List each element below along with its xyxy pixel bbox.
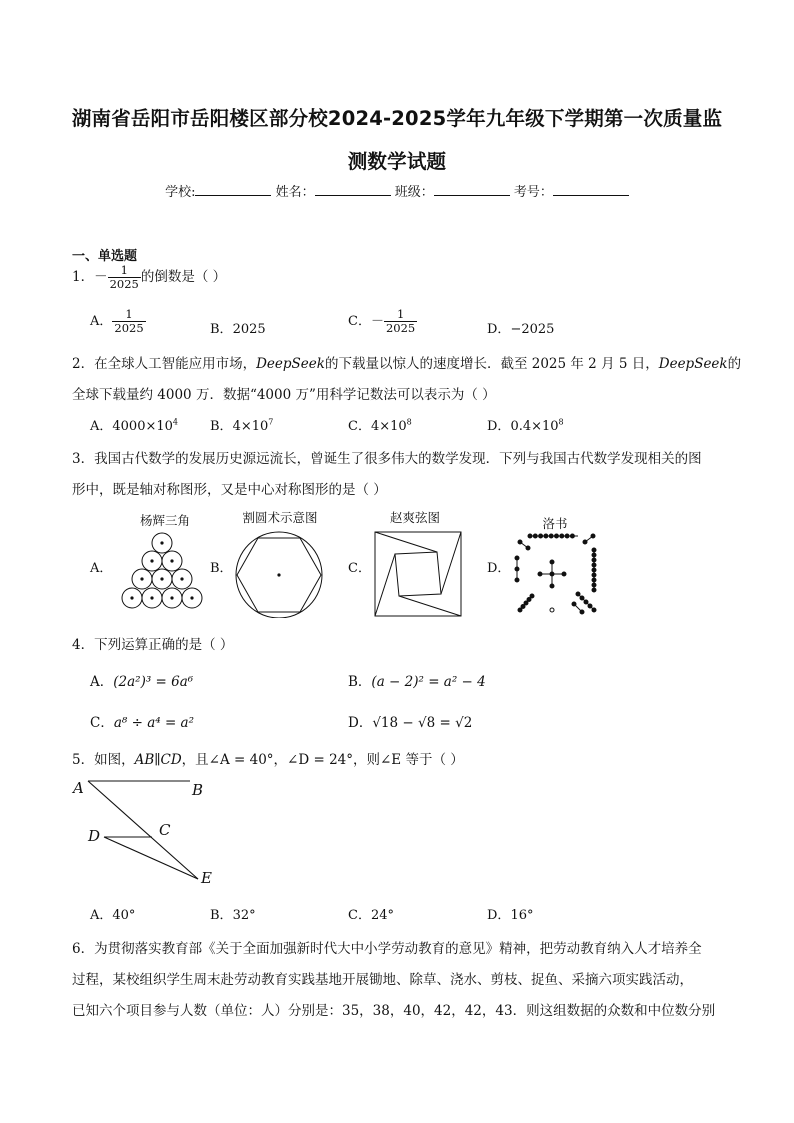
circle-cutting-figure <box>230 530 330 618</box>
school-label: 学校: <box>165 185 196 200</box>
option-text: 32° <box>232 908 256 923</box>
point-a-label: A <box>73 779 84 797</box>
class-blank <box>434 183 510 196</box>
italic-term: AB∥CD <box>134 752 182 768</box>
parallel-lines-figure <box>70 776 230 892</box>
q2-option-d[interactable] <box>487 415 564 434</box>
question-6-line3: 已知六个项目参与人数（单位：人）分别是：35，38，40，42，42，43．则这组数据的众数和中位数分别 <box>72 1003 716 1019</box>
q4-option-c[interactable] <box>90 711 194 731</box>
option-label: D． <box>487 908 511 923</box>
option-label: A． <box>90 419 113 434</box>
point-b-label: B <box>192 781 204 799</box>
q5-option-a[interactable] <box>90 904 135 923</box>
question-5-stem <box>72 748 464 768</box>
segment-ae <box>88 781 198 879</box>
yanghui-triangle-figure <box>112 530 212 618</box>
option-text: √18 − √8 = √2 <box>372 715 473 731</box>
denominator: 2025 <box>385 321 416 335</box>
q3-a-caption: 杨辉三角 <box>139 513 190 528</box>
question-6-line2: 过程，某校组织学生周末赴劳动教育实践基地开展锄地、除草、浇水、剪枝、捉鱼、采摘六项实践活动， <box>72 972 693 988</box>
outer-square <box>375 532 461 616</box>
question-2-line1 <box>72 352 741 372</box>
option-text: (2a²)³ = 6a⁶ <box>113 674 194 690</box>
luoshu-figure <box>508 530 604 618</box>
fraction <box>384 308 417 335</box>
option-text: 0.4×10 <box>510 419 559 434</box>
option-text: 16° <box>510 908 534 923</box>
numerator: 1 <box>396 307 405 321</box>
point-c-label: C <box>159 821 171 839</box>
option-label: C． <box>90 715 114 731</box>
option-label: B． <box>210 908 233 923</box>
q3-option-c[interactable]: C． <box>348 561 371 576</box>
option-text: 4000×10 <box>112 419 173 434</box>
inner-square <box>395 552 441 596</box>
text: 5．如图， <box>72 752 135 768</box>
text: 2．在全球人工智能应用市场， <box>72 356 257 372</box>
option-label: A． <box>90 674 114 690</box>
q1-option-b[interactable] <box>210 318 266 337</box>
q2-option-c[interactable] <box>348 415 412 434</box>
text: ，且∠A = 40°，∠D = 24°，则∠E 等于（ ） <box>181 752 464 768</box>
exponent: 4 <box>172 417 179 427</box>
denominator: 2025 <box>114 321 144 335</box>
q3-option-a[interactable]: A． <box>90 561 113 576</box>
school-blank <box>195 183 271 196</box>
numerator: 1 <box>125 307 133 321</box>
question-1-stem <box>72 264 226 291</box>
option-label: A． <box>90 908 113 923</box>
segment-de <box>104 837 198 879</box>
q5-option-d[interactable] <box>487 904 533 923</box>
fraction <box>108 264 141 291</box>
option-label: D． <box>487 322 511 337</box>
q3-option-d[interactable]: D． <box>487 561 511 576</box>
option-text: 4×10 <box>232 419 269 434</box>
center-point <box>277 573 280 576</box>
page-title-line2: 测数学试题 <box>347 150 447 173</box>
option-label: B． <box>210 419 233 434</box>
student-info-row <box>0 181 794 200</box>
denominator: 2025 <box>109 277 139 291</box>
question-6-line1: 6．为贯彻落实教育部《关于全面加强新时代大中小学劳动教育的意见》精神，把劳动教育纳入人才培养全 <box>72 941 702 957</box>
q2-option-b[interactable] <box>210 415 273 434</box>
minus-sign: － <box>370 314 384 329</box>
italic-term: DeepSeek <box>256 356 325 372</box>
q3-option-b[interactable]: B． <box>210 561 233 576</box>
option-label: C． <box>348 314 371 329</box>
option-label: C． <box>348 419 371 434</box>
point-d-label: D <box>88 827 101 845</box>
question-3-line2: 形中，既是轴对称图形，又是中心对称图形的是（ ） <box>72 482 387 498</box>
q4-option-d[interactable] <box>348 711 472 731</box>
page-title-line1: 湖南省岳阳市岳阳楼区部分校2024-2025学年九年级下学期第一次质量监 <box>71 107 723 130</box>
q5-option-c[interactable] <box>348 904 394 923</box>
zhao-shuang-figure <box>370 530 466 618</box>
section-title: 一、单选题 <box>72 249 138 264</box>
q5-option-b[interactable] <box>210 904 256 923</box>
option-label: C． <box>348 908 371 923</box>
question-number: 1． <box>72 269 95 285</box>
option-text: 2025 <box>232 322 266 337</box>
stem-text: 的倒数是（ ） <box>140 269 227 285</box>
option-text: a⁸ ÷ a⁴ = a² <box>113 715 195 731</box>
option-text: −2025 <box>510 322 555 337</box>
option-text: 24° <box>370 908 394 923</box>
q4-option-a[interactable] <box>90 670 193 690</box>
fraction <box>112 308 145 335</box>
question-4-stem: 4．下列运算正确的是（ ） <box>72 637 234 653</box>
text: 的 <box>727 356 742 372</box>
q1-option-c[interactable] <box>348 308 417 335</box>
minus-sign: － <box>94 269 108 285</box>
option-label: B． <box>348 674 372 690</box>
exam-number-blank <box>553 183 629 196</box>
exponent: 7 <box>268 417 274 427</box>
option-text: 4×10 <box>370 419 407 434</box>
italic-term: DeepSeek <box>658 356 728 372</box>
exponent: 8 <box>406 417 412 427</box>
q4-option-b[interactable] <box>348 670 486 690</box>
question-2-line2: 全球下载量约 4000 万．数据“4000 万”用科学记数法可以表示为（ ） <box>72 387 496 403</box>
question-3-line1: 3．我国古代数学的发展历史源远流长，曾诞生了很多伟大的数学发现．下列与我国古代数学发现相关的图 <box>72 451 702 467</box>
name-blank <box>315 183 391 196</box>
option-text: 40° <box>112 908 136 923</box>
q2-option-a[interactable] <box>90 415 178 434</box>
top-row-dots <box>528 534 574 538</box>
q1-option-d[interactable] <box>487 318 554 337</box>
numerator: 1 <box>120 263 128 277</box>
text: 的下载量以惊人的速度增长．截至 2025 年 2 月 5 日， <box>324 356 659 372</box>
option-text: (a − 2)² = a² − 4 <box>371 674 486 690</box>
option-label: A． <box>90 314 113 329</box>
class-label: 班级： <box>394 185 434 200</box>
q1-option-a[interactable] <box>90 308 146 335</box>
option-label: D． <box>348 715 373 731</box>
exam-number-label: 考号： <box>513 185 553 200</box>
q3-c-caption: 赵爽弦图 <box>389 510 440 525</box>
q3-d-caption: 洛书 <box>542 516 568 531</box>
q3-b-caption: 割圆术示意图 <box>242 510 318 525</box>
exponent: 8 <box>558 417 564 427</box>
name-label: 姓名： <box>275 185 315 200</box>
option-label: B． <box>210 322 233 337</box>
option-label: D． <box>487 419 511 434</box>
point-e-label: E <box>201 869 212 887</box>
